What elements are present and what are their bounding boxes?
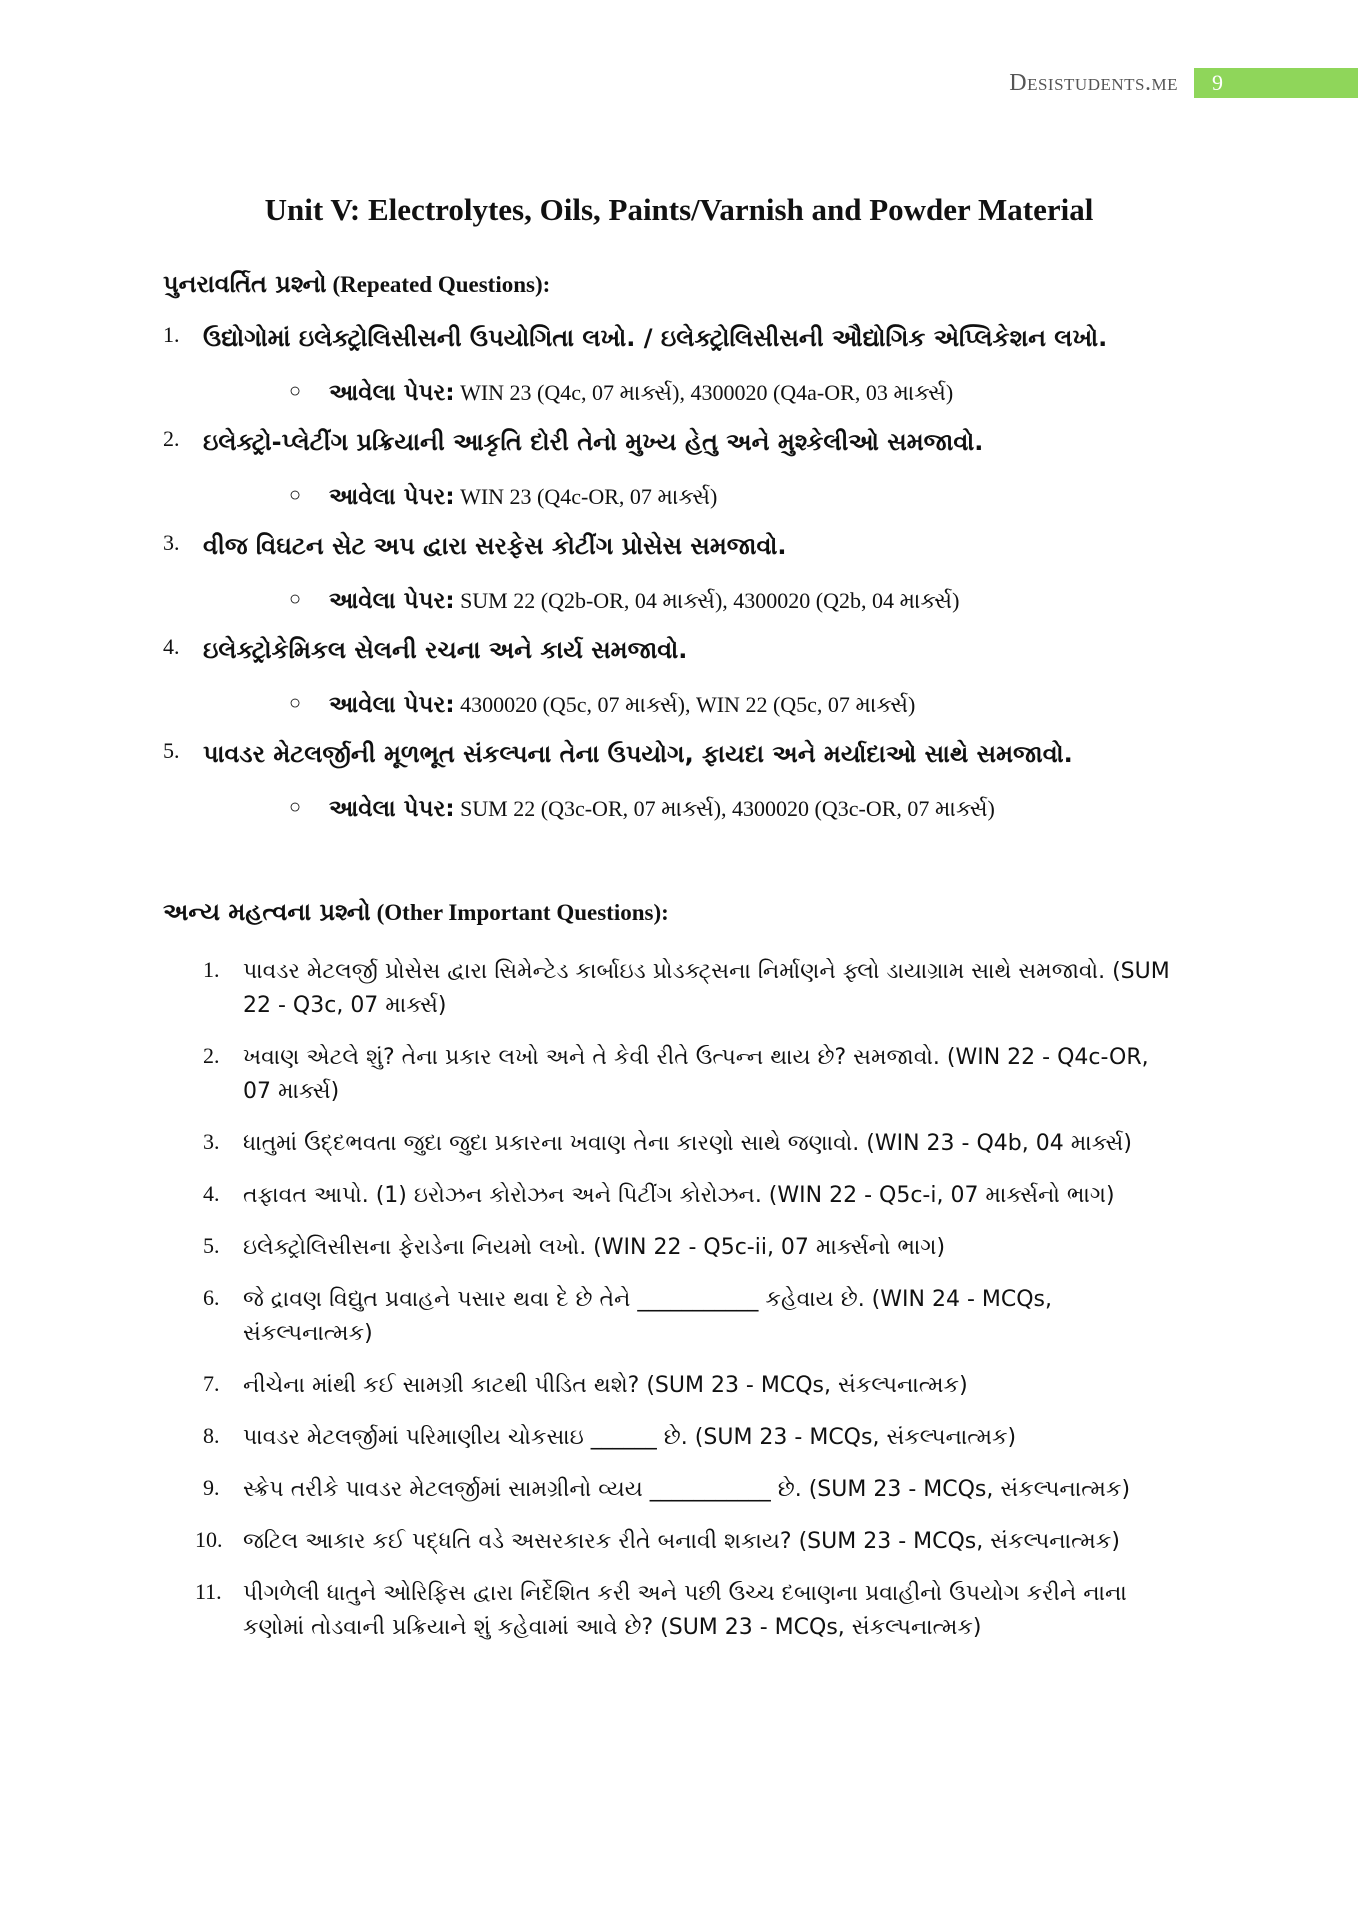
question-text: પાવડર મેટલર્જી પ્રોસેસ દ્વારા સિમેન્ટેડ કાર્બાઇડ પ્રોડક્ટ્સના નિર્માણને ફ્લો ડાયાગ્રામ સાથે સમજાવો. (SUM 22 - Q3c, 07 માર્ક્સ) (243, 959, 1170, 1018)
repeated-questions-list (163, 320, 1203, 826)
circle-bullet-icon: ○ (289, 692, 302, 714)
paper-reference (289, 584, 1203, 618)
page-header (1009, 68, 1358, 98)
question-text: જટિલ આકાર કઈ પદ્ધતિ વડે અસરકારક રીતે બનાવી શકાય? (SUM 23 - MCQs, સંકલ્પનાત્મક) (243, 1529, 1120, 1554)
paper-reference (289, 376, 1203, 410)
question-text: વીજ વિઘટન સેટ અપ દ્વારા સરફેસ કોટીંગ પ્રોસેસ સમજાવો. (203, 532, 787, 560)
question-text: ઇલેક્ટ્રોકેમિકલ સેલની રચના અને કાર્ય સમજાવો. (203, 636, 688, 664)
item-number: 4. (163, 634, 180, 659)
other-heading-en: (Other Important Questions): (376, 900, 669, 925)
list-item (163, 736, 1203, 826)
circle-bullet-icon: ○ (289, 484, 302, 506)
page-number: 9 (1194, 68, 1358, 98)
paper-label: આવેલા પેપર: (329, 588, 455, 614)
paper-value: WIN 23 (Q4c, 07 માર્ક્સ), 4300020 (Q4a-OR, 03 માર્ક્સ) (460, 380, 954, 405)
list-item (163, 320, 1203, 410)
circle-bullet-icon: ○ (289, 588, 302, 610)
question-text: તફાવત આપો. (1) ઇરોઝન કોરોઝન અને પિટીંગ કોરોઝન. (WIN 22 - Q5c-i, 07 માર્ક્સનો ભાગ) (243, 1183, 1115, 1208)
site-name: Desistudents.me (1009, 70, 1178, 96)
paper-reference (289, 688, 1203, 722)
item-number: 11. (195, 1579, 222, 1604)
unit-title: Unit V: Electrolytes, Oils, Paints/Varnish and Powder Material (264, 192, 1094, 227)
item-number: 2. (203, 1043, 220, 1068)
item-number: 5. (163, 738, 180, 763)
item-number: 3. (203, 1129, 220, 1154)
repeated-heading-en: (Repeated Questions): (332, 272, 551, 297)
item-number: 1. (203, 957, 220, 982)
other-heading-gu: અન્ય મહત્વના પ્રશ્નો (163, 898, 371, 926)
paper-value: 4300020 (Q5c, 07 માર્ક્સ), WIN 22 (Q5c, 07 માર્ક્સ) (460, 692, 916, 717)
paper-value: SUM 22 (Q3c-OR, 07 માર્ક્સ), 4300020 (Q3c-OR, 07 માર્ક્સ) (460, 796, 995, 821)
item-number: 1. (163, 322, 180, 347)
list-item (163, 424, 1203, 514)
question-text: ખવાણ એટલે શું? તેના પ્રકાર લખો અને તે કેવી રીતે ઉત્પન્ન થાય છે? સમજાવો. (WIN 22 - Q4c-OR, 07 માર્ક્સ) (243, 1045, 1149, 1104)
list-item (203, 955, 1183, 1023)
question-text: જે દ્રાવણ વિદ્યુત પ્રવાહને પસાર થવા દે છે તેને ___________ કહેવાય છે. (WIN 24 - MCQs, સંકલ્પનાત્મક) (243, 1287, 1052, 1346)
question-text: ઇલેક્ટ્રોલિસીસના ફેરાડેના નિયમો લખો. (WIN 22 - Q5c-ii, 07 માર્ક્સનો ભાગ) (243, 1235, 946, 1260)
list-item (163, 528, 1203, 618)
question-text: પાવડર મેટલર્જીની મૂળભૂત સંકલ્પના તેના ઉપયોગ, ફાયદા અને મર્યાદાઓ સાથે સમજાવો. (203, 740, 1073, 768)
list-item (203, 1369, 1183, 1403)
paper-label: આવેલા પેપર: (329, 692, 455, 718)
item-number: 3. (163, 530, 180, 555)
paper-label: આવેલા પેપર: (329, 796, 455, 822)
list-item (203, 1283, 1183, 1351)
item-number: 9. (203, 1475, 220, 1500)
item-number: 5. (203, 1233, 220, 1258)
paper-reference (289, 480, 1203, 514)
paper-reference (289, 792, 1203, 826)
paper-label: આવેલા પેપર: (329, 380, 455, 406)
item-number: 7. (203, 1371, 220, 1396)
question-text: નીચેના માંથી કઈ સામગ્રી કાટથી પીડિત થશે? (SUM 23 - MCQs, સંકલ્પનાત્મક) (243, 1373, 968, 1398)
repeated-questions-heading (163, 270, 550, 299)
other-questions-heading (163, 898, 669, 927)
list-item (163, 632, 1203, 722)
paper-value: WIN 23 (Q4c-OR, 07 માર્ક્સ) (460, 484, 718, 509)
question-text: ધાતુમાં ઉદ્દભવતા જુદા જુદા પ્રકારના ખવાણ તેના કારણો સાથે જણાવો. (WIN 23 - Q4b, 04 માર્ક્સ) (243, 1131, 1132, 1156)
item-number: 2. (163, 426, 180, 451)
list-item (203, 1127, 1183, 1161)
question-text: ઉદ્યોગોમાં ઇલેક્ટ્રોલિસીસની ઉપયોગિતા લખો. / ઇલેક્ટ્રોલિસીસની ઔદ્યોગિક એપ્લિકેશન લખો. (203, 324, 1108, 352)
list-item (203, 1473, 1183, 1507)
list-item (195, 1577, 1183, 1645)
list-item (203, 1179, 1183, 1213)
circle-bullet-icon: ○ (289, 380, 302, 402)
item-number: 10. (195, 1527, 223, 1552)
list-item (203, 1041, 1183, 1109)
repeated-heading-gu: પુનરાવર્તિત પ્રશ્નો (163, 270, 327, 298)
circle-bullet-icon: ○ (289, 796, 302, 818)
other-questions-list (195, 955, 1183, 1663)
question-text: સ્ક્રેપ તરીકે પાવડર મેટલર્જીમાં સામગ્રીનો વ્યય ___________ છે. (SUM 23 - MCQs, સંકલ્પનાત્મક) (243, 1477, 1131, 1502)
question-text: પીગળેલી ધાતુને ઓરિફિસ દ્વારા નિર્દેશિત કરી અને પછી ઉચ્ચ દબાણના પ્રવાહીનો ઉપયોગ કરીને નાના કણોમાં તોડવાની પ્રક્રિયાને શું કહેવામાં આવે છે? (SUM 23 - MCQs, સંકલ્પનાત્મક) (243, 1581, 1127, 1640)
paper-label: આવેલા પેપર: (329, 484, 455, 510)
question-text: પાવડર મેટલર્જીમાં પરિમાણીય ચોકસાઇ ______ છે. (SUM 23 - MCQs, સંકલ્પનાત્મક) (243, 1425, 1017, 1450)
item-number: 8. (203, 1423, 220, 1448)
list-item (195, 1525, 1183, 1559)
item-number: 4. (203, 1181, 220, 1206)
item-number: 6. (203, 1285, 220, 1310)
question-text: ઇલેક્ટ્રો-પ્લેટીંગ પ્રક્રિયાની આકૃતિ દોરી તેનો મુખ્ય હેતુ અને મુશ્કેલીઓ સમજાવો. (203, 428, 984, 456)
list-item (203, 1231, 1183, 1265)
paper-value: SUM 22 (Q2b-OR, 04 માર્ક્સ), 4300020 (Q2b, 04 માર્ક્સ) (460, 588, 960, 613)
list-item (203, 1421, 1183, 1455)
